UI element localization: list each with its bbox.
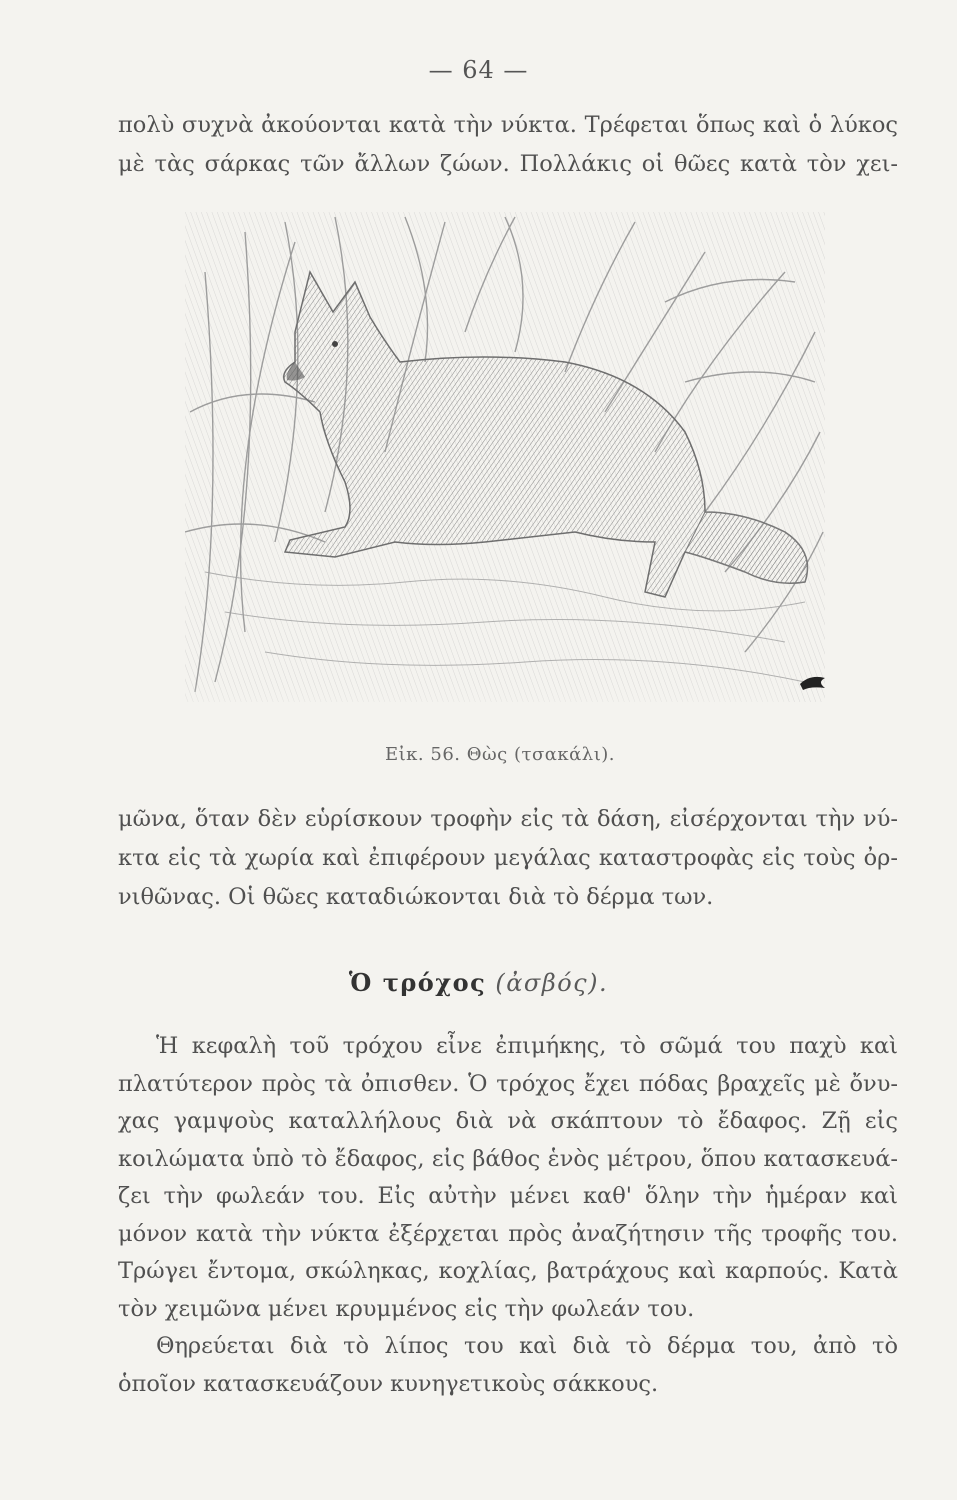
- text-line: νιθῶνας. Οἱ θῶες καταδιώκονται διὰ τὸ δέρμα των.: [118, 884, 714, 910]
- text-line: μόνον κατὰ τὴν νύκτα ἐξέρχεται πρὸς ἀναζήτησιν τῆς τροφῆς του.: [118, 1220, 898, 1247]
- text-line: κτα εἰς τὰ χωρία καὶ ἐπιφέρουν μεγάλας καταστροφὰς εἰς τοὺς ὀρ-: [118, 845, 898, 871]
- top-paragraph: [118, 106, 898, 184]
- text-line: Τρώγει ἔντομα, σκώληκας, κοχλίας, βατράχους καὶ καρπούς. Κατὰ: [118, 1258, 898, 1284]
- section-heading: [0, 968, 957, 997]
- page-number: — 64 —: [428, 56, 529, 84]
- middle-paragraph: [118, 800, 898, 917]
- text-line: ζει τὴν φωλεάν του. Εἰς αὐτὴν μένει καθ' ὅλην τὴν ἡμέραν καὶ: [118, 1183, 898, 1209]
- bottom-paragraphs: [118, 1028, 898, 1403]
- text-line: ὁποῖον κατασκευάζουν κυνηγετικοὺς σάκκους.: [118, 1370, 659, 1397]
- text-line: τὸν χειμῶνα μένει κρυμμένος εἰς τὴν φωλεάν του.: [118, 1295, 695, 1322]
- text-line: κοιλώματα ὑπὸ τὸ ἔδαφος, εἰς βάθος ἑνὸς μέτρου, ὅπου κατασκευά-: [118, 1145, 898, 1172]
- text-line: μῶνα, ὅταν δὲν εὑρίσκουν τροφὴν εἰς τὰ δάση, εἰσέρχονται τὴν νύ-: [118, 806, 898, 832]
- text-line: πολὺ συχνὰ ἀκούονται κατὰ τὴν νύκτα. Τρέφεται ὅπως καὶ ὁ λύκος: [118, 112, 898, 138]
- section-title-sub: (ἀσβός).: [495, 969, 609, 997]
- text-line: χας γαμψοὺς καταλλήλους διὰ νὰ σκάπτουν τὸ ἔδαφος. Ζῇ εἰς: [118, 1108, 898, 1134]
- text-line: πλατύτερον πρὸς τὰ ὀπισθεν. Ὁ τρόχος ἔχει πόδας βραχεῖς μὲ ὄνυ-: [118, 1070, 898, 1097]
- text-line: μὲ τὰς σάρκας τῶν ἄλλων ζώων. Πολλάκις οἱ θῶες κατὰ τὸν χει-: [118, 151, 898, 177]
- engraving-image: [185, 212, 825, 732]
- figure-caption: Εἰκ. 56. Θὼς (τσακάλι).: [384, 744, 615, 765]
- jackal-illustration: [185, 212, 825, 732]
- text-line: Ἡ κεφαλὴ τοῦ τρόχου εἶνε ἐπιμήκης, τὸ σῶμά του παχὺ καὶ: [156, 1033, 898, 1059]
- section-title-main: Ὁ τρόχος: [348, 968, 487, 997]
- text-line: Θηρεύεται διὰ τὸ λίπος του καὶ διὰ τὸ δέρμα του, ἀπὸ τὸ: [156, 1333, 898, 1359]
